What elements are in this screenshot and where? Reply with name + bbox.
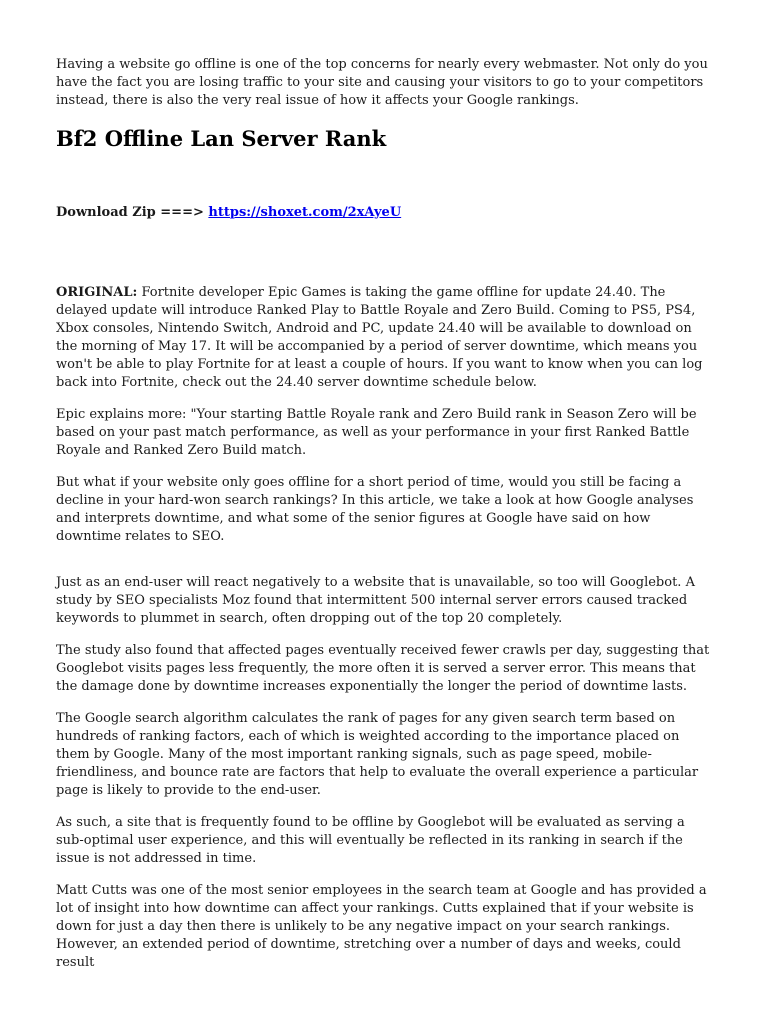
paragraph-study: The study also found that affected pages eventually received fewer crawls per day, suggesting that Googlebot visits pages less frequently, the more often it is served a server error. This means that the damage done by downtime increases exponentially the longer the period of downtime lasts. (56, 643, 710, 694)
paragraph-googlebot: Just as an end-user will react negatively to a website that is unavailable, so too will Googlebot. A study by SEO specialists Moz found that intermittent 500 internal server errors caused tracked keywords to plummet in search, often dropping out of the top 20 completely. (56, 575, 695, 626)
paragraph-algorithm: The Google search algorithm calculates the rank of pages for any given search term based on hundreds of ranking factors, each of which is weighted according to the importance placed on them by Google. Many of the most important ranking signals, such as page speed, mobile-friendliness, and bounce rate are factors that help to evaluate the overall experience a particular page is likely to provide to the end-user. (56, 711, 699, 798)
original-label: ORIGINAL: (56, 285, 138, 300)
paragraph-original-text: Fortnite developer Epic Games is taking the game offline for update 24.40. The delayed update will introduce Ranked Play to Battle Royale and Zero Build. Coming to PS5, PS4, Xbox consoles, Nintendo Switch, Android and PC, update 24.40 will be available to download on the morning of May 17. It will be accompanied by a period of server downtime, which means you won't be able to play Fortnite for at least a couple of hours. If you want to know when you can log back into Fortnite, check out the 24.40 server downtime schedule below. (56, 285, 703, 390)
paragraph-matt-cutts: Matt Cutts was one of the most senior employees in the search team at Google and has provided a lot of insight into how downtime can affect your rankings. Cutts explained that if your website is down for just a day then there is unlikely to be any negative impact on your search rankings. However, an extended period of downtime, stretching over a number of days and weeks, could result (56, 883, 707, 970)
paragraph-original (56, 284, 716, 392)
document-body (56, 56, 716, 972)
download-line (56, 204, 716, 222)
paragraph-epic-explains: Epic explains more: "Your starting Battle Royale rank and Zero Build rank in Season Zero will be based on your past match performance, as well as your performance in your first Ranked Battle Royale and Ranked Zero Build match. (56, 407, 697, 458)
intro-paragraph: Having a website go offline is one of the top concerns for nearly every webmaster. Not only do you have the fact you are losing traffic to your site and causing your visitors to go to your competitors instead, there is also the very real issue of how it affects your Google rankings. (56, 57, 708, 108)
download-label: Download Zip ===> (56, 205, 209, 220)
paragraph-as-such: As such, a site that is frequently found to be offline by Googlebot will be evaluated as serving a sub-optimal user experience, and this will eventually be reflected in its ranking in search if the issue is not addressed in time. (56, 815, 685, 866)
page-title: Bf2 Offline Lan Server Rank (56, 126, 387, 151)
download-link[interactable]: https://shoxet.com/2xAyeU (208, 205, 402, 220)
paragraph-short-offline: But what if your website only goes offline for a short period of time, would you still be facing a decline in your hard-won search rankings? In this article, we take a look at how Google analyses and interprets downtime, and what some of the senior figures at Google have said on how downtime relates to SEO. (56, 475, 694, 544)
